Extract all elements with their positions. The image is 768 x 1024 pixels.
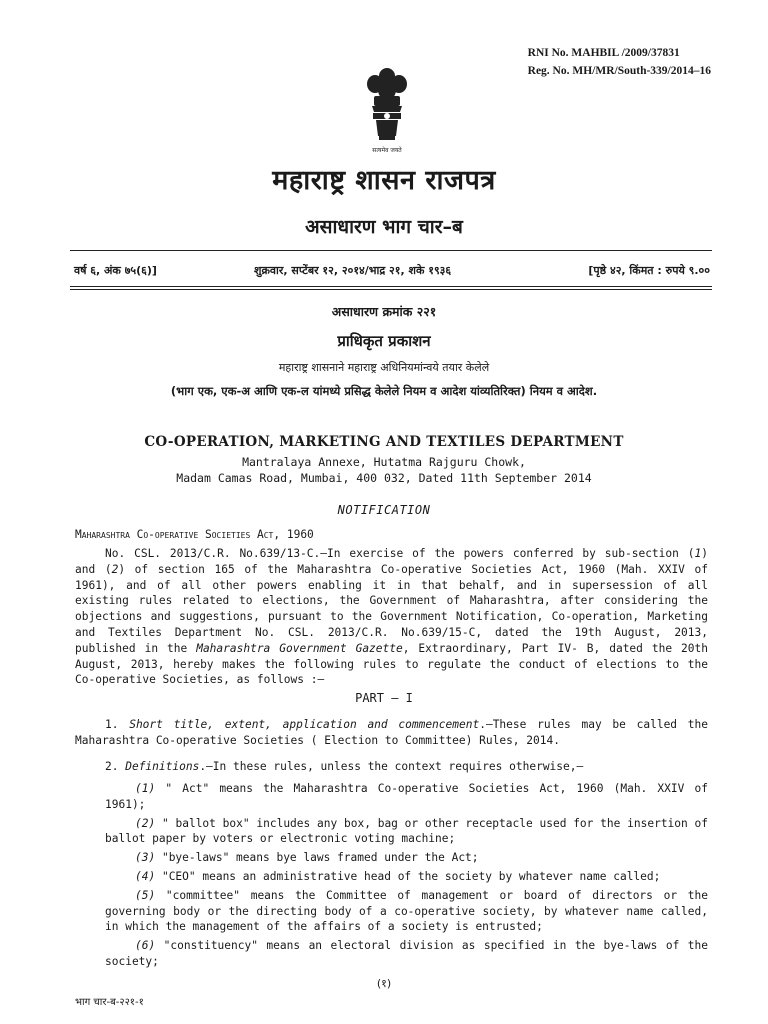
national-emblem-icon — [362, 66, 412, 158]
definitions-list — [105, 781, 708, 973]
rule-1-paragraph: 1. Short title, extent, application and commencement.—These rules may be called the Maharashtra Co-operative Societies ( Election to Committee) Rules, 2014. — [75, 718, 708, 747]
definition-item: (2) " ballot box" includes any box, bag or other receptacle used for the insertion of ballot paper by voters or electronic voting machine; — [105, 816, 708, 846]
gazette-subtitle: असाधारण भाग चार–ब — [305, 216, 463, 238]
notification-heading: NOTIFICATION — [337, 503, 431, 517]
definition-item: (1) " Act" means the Maharashtra Co-operative Societies Act, 1960 (Mah. XXIV of 1961); — [105, 782, 708, 811]
reg-number: Reg. No. MH/MR/South-339/2014–16 — [527, 65, 711, 77]
page-number: (१) — [376, 977, 392, 990]
definition-item: (6) "constituency" means an electoral division as specified in the bye-laws of the society; — [105, 939, 708, 968]
issue-volume: वर्ष ६, अंक ७५(६)] — [74, 264, 157, 277]
divider-bottom — [70, 286, 712, 287]
extraordinary-number: असाधारण क्रमांक २२१ — [331, 304, 437, 319]
footer-code: भाग चार-ब-२२१-१ — [75, 997, 144, 1008]
gazette-title: महाराष्ट्र शासन राजपत्र — [272, 165, 496, 196]
definition-item: (4) "CEO" means an administrative head of the society by whatever name called; — [135, 869, 661, 883]
rni-number: RNI No. MAHBIL /2009/37831 — [527, 47, 680, 59]
publication-note: (भाग एक, एक-अ आणि एक-ल यांमध्ये प्रसिद्ध केलेले नियम व आदेश यांव्यतिरिक्त) नियम व आदेश. — [170, 384, 598, 398]
act-heading: Maharashtra Co-operative Societies Act, 1960 — [75, 528, 314, 541]
issue-date: शुक्रवार, सप्टेंबर १२, २०१४/भाद्र २१, शके १९३६ — [254, 264, 452, 277]
notification-paragraph: No. CSL. 2013/C.R. No.639/13-C.—In exercise of the powers conferred by sub-section (1) and (2) of section 165 of the Maharashtra Co-operative Societies Act, 1960 (Mah. XXIV of 1961), and of all other powers enabling it in that behalf, and in supersession of all existing rules related to elections, the Government of Maharashtra, after considering the objections and suggestions, pursuant to the Government Notification, Co-operation, Marketing and Textiles Department No. CSL. 2013/C.R. No.639/15-C, dated the 19th August, 2013, published in the Maharashtra Government Gazette, Extraordinary, Part IV- B, dated the 20th August, 2013, hereby makes the following rules to regulate the conduct of elections to the Co-operative Societies, as follows :— — [75, 547, 708, 687]
authority-line: प्राधिकृत प्रकाशन — [337, 332, 431, 350]
divider-top — [70, 250, 712, 251]
prepared-by-line: महाराष्ट्र शासनाने महाराष्ट्र अधिनियमांन्वये तयार केलेले — [278, 361, 490, 374]
registration-block — [528, 44, 711, 80]
issue-pages-price: [पृष्ठे ४२, किंमत : रुपये ९.०० — [588, 264, 710, 277]
department-address-2: Madam Camas Road, Mumbai, 400 032, Dated 11th September 2014 — [176, 471, 592, 485]
department-name: CO-OPERATION, MARKETING AND TEXTILES DEPARTMENT — [144, 434, 624, 450]
definition-item: (5) "committee" means the Committee of management or board of directors or the governing body or the directing body of a co-operative society, by whatever name called, in which the management of the affairs of a society is entrusted; — [105, 888, 708, 934]
rule-2-paragraph: 2. Definitions.—In these rules, unless the context requires otherwise,— — [105, 760, 584, 773]
department-address-1: Mantralaya Annexe, Hutatma Rajguru Chowk, — [242, 455, 526, 469]
divider-bottom-double — [70, 289, 712, 290]
part-heading: PART – I — [355, 691, 413, 705]
emblem-motto: सत्यमेव जयते — [372, 147, 402, 154]
issue-row — [70, 260, 712, 282]
definition-item: (3) "bye-laws" means bye laws framed under the Act; — [135, 851, 479, 865]
